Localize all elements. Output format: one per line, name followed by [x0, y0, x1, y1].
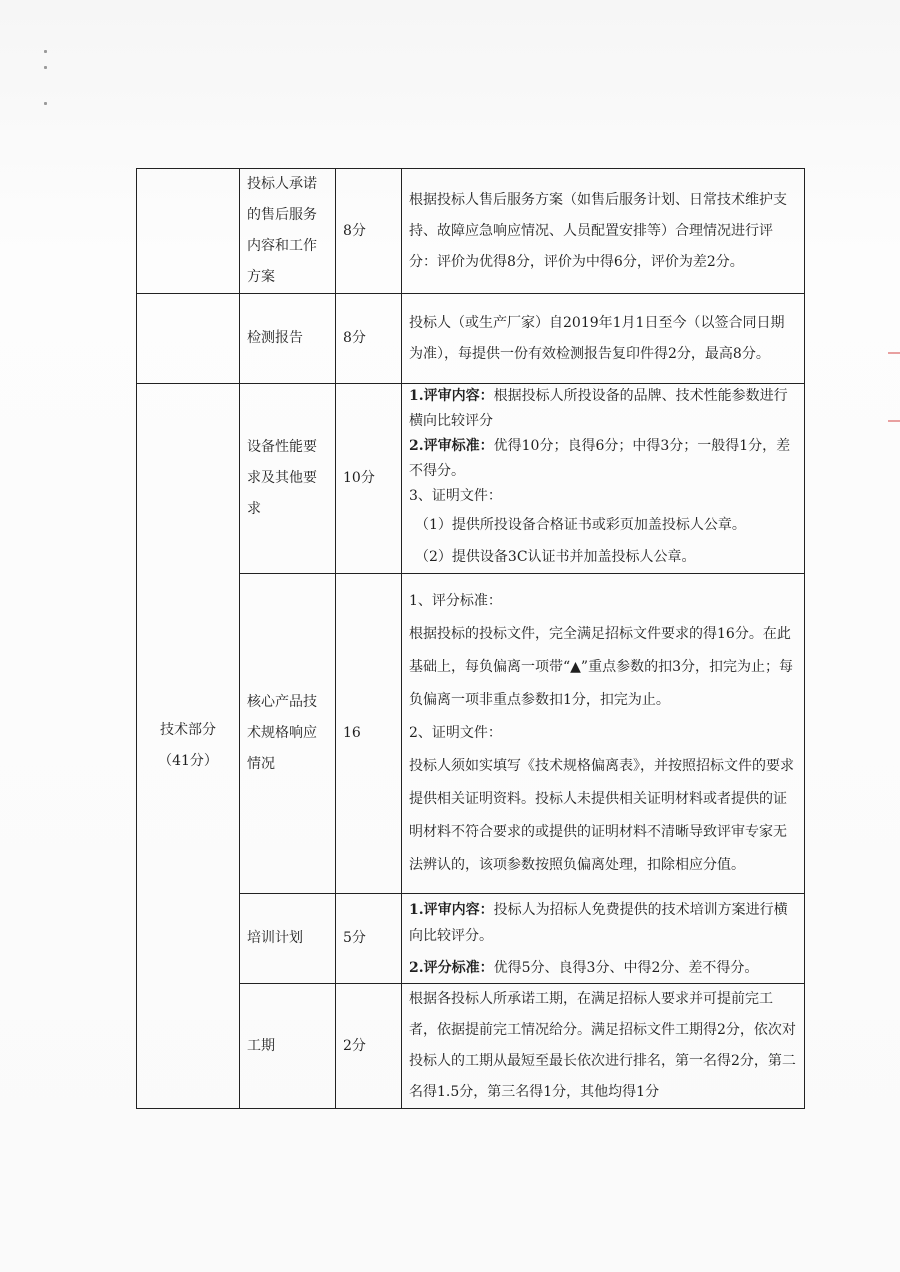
- criteria-line: 1、评分标准：: [409, 593, 502, 609]
- category-name: 技术部分: [160, 722, 216, 738]
- item-cell: 培训计划: [240, 894, 336, 984]
- description-text: 根据各投标人所承诺工期，在满足招标人要求并可提前完工者，依据提前完工情况给分。满足招标文件工期得2分，依次对投标人的工期从最短至最长依次进行排名，第一名得2分，第二名得1.5分，第三名得1分，其他均得1分: [409, 991, 796, 1100]
- item-cell: 工期: [240, 984, 336, 1109]
- criteria-line: [409, 384, 797, 434]
- description-cell: [402, 984, 805, 1109]
- criteria-line: [409, 897, 797, 949]
- item-cell: 检测报告: [240, 294, 336, 384]
- criteria-text: 优得10分；良得6分；中得3分；一般得1分，差不得分。: [409, 438, 791, 479]
- description-cell: [402, 574, 805, 894]
- description-cell: [402, 294, 805, 384]
- score-cell: 10分: [336, 384, 402, 574]
- criteria-label: 2.评分标准：: [409, 959, 494, 976]
- item-cell: 投标人承诺的售后服务内容和工作方案: [240, 169, 336, 294]
- criteria-label: 2.评审标准：: [409, 438, 494, 454]
- description-text: 根据投标人售后服务方案（如售后服务计划、日常技术维护支持、故障应急响应情况、人员配置安排等）合理情况进行评分：评价为优得8分，评价为中得6分，评价为差2分。: [409, 191, 787, 270]
- criteria-text: 根据投标人所投设备的品牌、技术性能参数进行横向比较评分: [409, 388, 788, 429]
- score-cell: 2分: [336, 984, 402, 1109]
- score-cell: 8分: [336, 169, 402, 294]
- criteria-label: 1.评审内容：: [409, 388, 494, 404]
- score-cell: 16: [336, 574, 402, 894]
- scan-mark: [44, 50, 47, 53]
- table-row: [137, 169, 805, 294]
- criteria-line: 2、证明文件：: [409, 725, 502, 741]
- item-cell: 设备性能要求及其他要求: [240, 384, 336, 574]
- criteria-line: [409, 955, 797, 981]
- scan-mark: [44, 102, 47, 105]
- category-cell-empty: [137, 294, 240, 384]
- category-cell: [137, 384, 240, 1109]
- scoring-table: [136, 168, 805, 1109]
- stamp-edge-mark: [888, 420, 900, 422]
- description-cell: [402, 384, 805, 574]
- criteria-line: 投标人须如实填写《技术规格偏离表》，并按照招标文件的要求提供相关证明资料。投标人未提供相关证明材料或者提供的证明材料不符合要求的或提供的证明材料不清晰导致评审专家无法辨认的，该项参数按照负偏离处理，扣除相应分值。: [409, 758, 794, 873]
- table-row: [137, 384, 805, 574]
- item-cell: 核心产品技术规格响应情况: [240, 574, 336, 894]
- criteria-label: 1.评审内容：: [409, 901, 494, 918]
- criteria-line: （2）提供设备3C认证书并加盖投标人公章。: [415, 549, 696, 565]
- description-text: 投标人（或生产厂家）自2019年1月1日至今（以签合同日期为准），每提供一份有效检测报告复印件得2分，最高8分。: [409, 314, 785, 362]
- description-cell: [402, 894, 805, 984]
- criteria-line: 根据投标的投标文件，完全满足招标文件要求的得16分。在此基础上，每负偏离一项带“▲”重点参数的扣3分，扣完为止；每负偏离一项非重点参数扣1分，扣完为止。: [409, 626, 793, 708]
- criteria-line: 3、证明文件：: [409, 488, 502, 504]
- criteria-text: 优得5分、良得3分、中得2分、差不得分。: [493, 959, 759, 976]
- table-row: [137, 294, 805, 384]
- criteria-text: 投标人为招标人免费提供的技术培训方案进行横向比较评分。: [409, 901, 788, 944]
- criteria-line: （1）提供所投设备合格证书或彩页加盖投标人公章。: [415, 517, 746, 533]
- category-points: （41分）: [158, 753, 218, 769]
- description-cell: [402, 169, 805, 294]
- score-cell: 8分: [336, 294, 402, 384]
- category-cell-empty: [137, 169, 240, 294]
- stamp-edge-mark: [888, 352, 900, 354]
- scan-mark: [44, 66, 47, 69]
- criteria-line: [409, 434, 797, 484]
- score-cell: 5分: [336, 894, 402, 984]
